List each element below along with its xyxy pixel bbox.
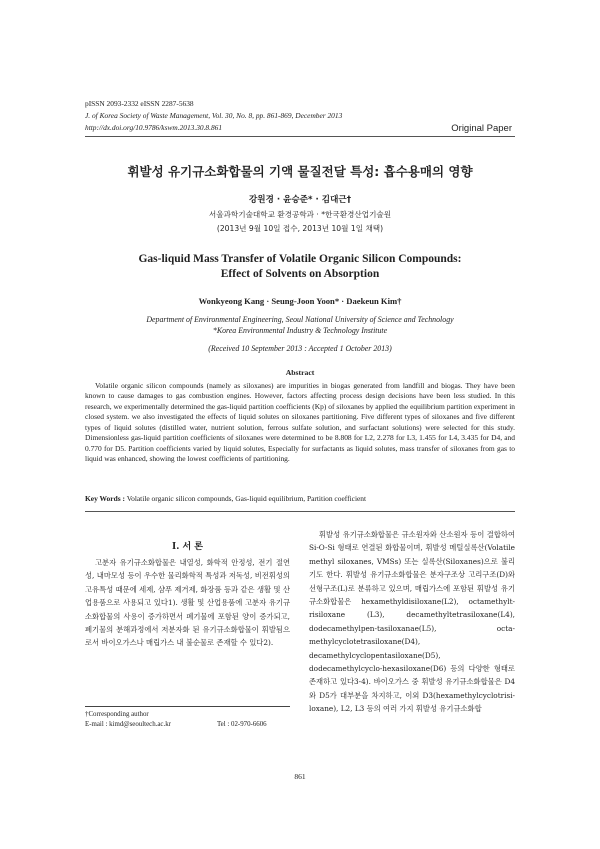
abstract-rule	[85, 511, 515, 512]
abstract-text: Volatile organic silicon compounds (namely as siloxanes) are impurities in biogas generated from landfill and biogas. They have been known to cause damages to gas combustion engines. However, factors affecting process design decisions have been less studied. In this research, we experimentally determined the gas-liquid partition coefficients (Kp) of siloxanes by applied the equilibrium partition experiment in closed system. we also investigated the effects of liquid solutes on siloxanes partitioning. Five different types of siloxanes and five different types of liquid solutes (distilled water, nutrient solution, ferrous sulfate solution, and surfactant solutions) were selected for this study. Dimensionless gas-liquid partition coefficients of siloxanes were determined to be 8.808 for L2, 2.278 for L3, 1.455 for L4, 3.435 for D4, and 0.770 for D5. Partition coefficients varied by liquid solutes, Especially for surfactants as liquid solutes, mass transfer of siloxanes from gas to liquid was enhanced, showing the lowest coefficients of partitioning.	[85, 381, 515, 464]
footnote	[85, 710, 345, 730]
english-title-line2: Effect of Solvents on Absorption	[220, 268, 380, 280]
footnote-rule	[85, 706, 290, 707]
article-type-label: Original Paper	[451, 123, 512, 134]
keywords-text: Volatile organic silicon compounds, Gas-liquid equilibrium, Partition coefficient	[126, 494, 367, 503]
english-title	[0, 252, 600, 282]
english-affiliation	[0, 314, 600, 336]
korean-authors: 강원경 · 윤승준* · 김대근†	[248, 195, 351, 205]
korean-dates: (2013년 9월 10일 접수, 2013년 10월 1일 채택)	[216, 224, 384, 233]
intro-right-column: 휘발성 유기규소화합물은 규소원자와 산소원자 등이 결합하여 Si-O-Si 형태로 연결된 화합물이며, 휘발성 메틸실록산(Volatile methyl siloxanes, VMSs) 또는 실록산(Siloxanes)으로 불리기도 한다. 휘발성 유기규소화합물은 분자구조상 고리구조(D)와 선형구조(L)로 분류하고 있으며, 매립가스에 포함된 휘발성 유기규소화합물은 hexamethyldisiloxane(L2), octamethylt-risiloxane (L3), decamethyltetrasiloxane(L4), dodecamethylpen-tasiloxanae(L5), octa-methylcyclotetrasiloxane(D4), decamethylcyclopentasiloxane(D5), dodecamethylcyclo-hexasiloxane(D6) 등의 다양한 형태로 존재하고 있다3-4). 바이오가스 중 휘발성 유기규소화합물은 D4와 D5가 대부분을 차지하고, 이외 D3(hexamethylcyclotrisi-loxane), L2, L3 등의 여러 가지 휘발성 유기규소화합	[309, 530, 515, 714]
header-rule	[85, 136, 515, 137]
journal-citation: J. of Korea Society of Waste Management, Vol. 30, No. 8, pp. 861-869, December 2013	[85, 111, 343, 120]
intro-left-column: 고분자 유기규소화합물은 내열성, 화학적 안정성, 전기 절연성, 내마모성 등이 우수한 물리화학적 특성과 저독성, 비전휘성의 고유특성 때문에 세제, 샴푸 제거제, 화장품 등과 같은 생활 및 산업용품으로 사용되고 있다1). 생활 및 산업용품에 고분자 유기규소화합물의 사용이 증가하면서 폐기물에 포함된 양이 증가되고, 폐기물의 분해과정에서 저분자화 된 유기규소화합물이 휘발됨으로서 바이오가스나 매립가스 내 불순물로 존재할 수 있다2).	[85, 558, 290, 648]
korean-title: 휘발성 유기규소화합물의 기액 물질전달 특성: 흡수용매의 영향	[127, 164, 473, 179]
abstract-heading: Abstract	[285, 368, 315, 377]
english-title-line1: Gas-liquid Mass Transfer of Volatile Organic Silicon Compounds:	[138, 253, 462, 265]
english-authors: Wonkyeong Kang · Seung-Joon Yoon* · Daekeun Kim†	[198, 296, 402, 306]
footnote-tel: Tel : 02-970-6606	[216, 721, 267, 728]
keywords-label: Key Words :	[85, 494, 125, 503]
keywords	[85, 494, 366, 503]
english-dates: (Received 10 September 2013 : Accepted 1 October 2013)	[208, 344, 392, 353]
issn-line: pISSN 2093-2332 eISSN 2287-5638	[85, 99, 194, 108]
footnote-author: †Corresponding author	[85, 711, 149, 718]
footnote-email: E-mail : kimd@seoultech.ac.kr	[85, 721, 171, 728]
korean-affiliation: 서울과학기술대학교 환경공학과 · *한국환경산업기술원	[208, 210, 392, 219]
footnote-contact	[85, 720, 345, 730]
doi-link[interactable]: http://dx.doi.org/10.9786/kswm.2013.30.8.861	[85, 123, 223, 132]
affiliation-line2: *Korea Environmental Industry & Technology Institute	[212, 326, 388, 335]
section-heading: I. 서 론	[172, 542, 203, 552]
page-number: 861	[294, 772, 306, 781]
affiliation-line1: Department of Environmental Engineering, Seoul National University of Science and Technology	[146, 315, 454, 324]
